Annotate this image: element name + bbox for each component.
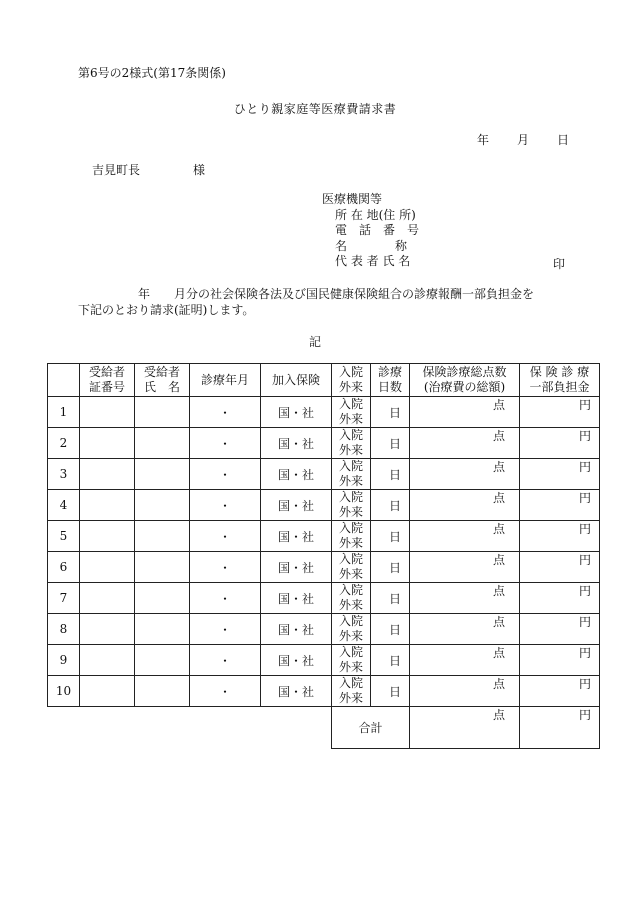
recipient-name-cell[interactable]: [135, 614, 190, 645]
copay-cell[interactable]: 円: [520, 614, 600, 645]
row-number: 1: [48, 397, 80, 428]
days-cell[interactable]: 日: [371, 645, 410, 676]
treatment-month-cell[interactable]: ・: [190, 676, 261, 707]
header-recipient-name: 受給者 氏 名: [135, 364, 190, 397]
recipient-name-cell[interactable]: [135, 583, 190, 614]
recipient-no-cell[interactable]: [80, 490, 135, 521]
row-number: 4: [48, 490, 80, 521]
paragraph-line-1: 年 月分の社会保険各法及び国民健康保険組合の診療報酬一部負担金を: [78, 287, 535, 301]
recipient-no-cell[interactable]: [80, 428, 135, 459]
insurance-cell[interactable]: 国・社: [261, 676, 332, 707]
institution-representative-label: 代 表 者 氏 名: [335, 254, 411, 268]
request-paragraph: [78, 286, 578, 318]
row-number: 2: [48, 428, 80, 459]
row-number: 6: [48, 552, 80, 583]
insurance-cell[interactable]: 国・社: [261, 583, 332, 614]
insurance-cell[interactable]: 国・社: [261, 521, 332, 552]
recipient-name-cell[interactable]: [135, 521, 190, 552]
document-title: ひとり親家庭等医療費請求書: [233, 102, 397, 116]
points-cell[interactable]: 点: [410, 397, 520, 428]
insurance-cell[interactable]: 国・社: [261, 614, 332, 645]
points-cell[interactable]: 点: [410, 676, 520, 707]
table-row: [48, 552, 600, 583]
in-out-cell[interactable]: 入院 外来: [332, 521, 371, 552]
recipient-no-cell[interactable]: [80, 583, 135, 614]
in-out-cell[interactable]: 入院 外来: [332, 490, 371, 521]
recipient-no-cell[interactable]: [80, 645, 135, 676]
claim-table: [47, 363, 600, 749]
days-cell[interactable]: 日: [371, 490, 410, 521]
treatment-month-cell[interactable]: ・: [190, 614, 261, 645]
copay-cell[interactable]: 円: [520, 459, 600, 490]
days-cell[interactable]: 日: [371, 552, 410, 583]
insurance-cell[interactable]: 国・社: [261, 490, 332, 521]
addressee: [92, 161, 205, 178]
recipient-name-cell[interactable]: [135, 397, 190, 428]
table-row: [48, 645, 600, 676]
table-row: [48, 676, 600, 707]
in-out-cell[interactable]: 入院 外来: [332, 552, 371, 583]
treatment-month-cell[interactable]: ・: [190, 645, 261, 676]
copay-cell[interactable]: 円: [520, 397, 600, 428]
header-copay: 保 険 診 療 一部負担金: [520, 364, 600, 397]
header-total-points: 保険診療総点数 (治療費の総額): [410, 364, 520, 397]
points-cell[interactable]: 点: [410, 614, 520, 645]
table-row: [48, 521, 600, 552]
in-out-cell[interactable]: 入院 外来: [332, 397, 371, 428]
header-insurance: 加入保険: [261, 364, 332, 397]
points-cell[interactable]: 点: [410, 583, 520, 614]
recipient-no-cell[interactable]: [80, 521, 135, 552]
total-row: [48, 707, 600, 749]
header-treatment-month: 診療年月: [190, 364, 261, 397]
table-row: [48, 490, 600, 521]
treatment-month-cell[interactable]: ・: [190, 428, 261, 459]
table-row: [48, 614, 600, 645]
copay-cell[interactable]: 円: [520, 645, 600, 676]
copay-cell[interactable]: 円: [520, 552, 600, 583]
recipient-name-cell[interactable]: [135, 676, 190, 707]
header-in-out: 入院 外来: [332, 364, 371, 397]
seal-mark: 印: [553, 257, 566, 271]
form-number: 第6号の2様式(第17条関係): [78, 66, 226, 80]
institution-address-label: 所 在 地(住 所): [335, 207, 416, 222]
date-month: 月: [517, 133, 530, 147]
points-cell[interactable]: 点: [410, 521, 520, 552]
recipient-name-cell[interactable]: [135, 645, 190, 676]
table-row: [48, 583, 600, 614]
insurance-cell[interactable]: 国・社: [261, 552, 332, 583]
copay-cell[interactable]: 円: [520, 490, 600, 521]
copay-cell[interactable]: 円: [520, 428, 600, 459]
institution-name-label: 名 称: [335, 238, 408, 253]
days-cell[interactable]: 日: [371, 397, 410, 428]
institution-phone-label: 電 話 番 号: [335, 223, 420, 237]
table-row: [48, 428, 600, 459]
recipient-name-cell[interactable]: [135, 552, 190, 583]
insurance-cell[interactable]: 国・社: [261, 397, 332, 428]
row-number: 7: [48, 583, 80, 614]
days-cell[interactable]: 日: [371, 521, 410, 552]
recipient-no-cell[interactable]: [80, 614, 135, 645]
in-out-cell[interactable]: 入院 外来: [332, 459, 371, 490]
copay-cell[interactable]: 円: [520, 521, 600, 552]
institution-heading: 医療機関等: [322, 192, 383, 206]
points-cell[interactable]: 点: [410, 645, 520, 676]
paragraph-line-2: 下記のとおり請求(証明)します。: [78, 303, 255, 317]
points-cell[interactable]: 点: [410, 490, 520, 521]
total-points-cell[interactable]: 点: [410, 707, 520, 749]
treatment-month-cell[interactable]: ・: [190, 397, 261, 428]
addressee-honorific: 様: [193, 163, 206, 177]
days-cell[interactable]: 日: [371, 676, 410, 707]
insurance-cell[interactable]: 国・社: [261, 459, 332, 490]
row-number: 10: [48, 676, 80, 707]
header-row: [48, 364, 600, 397]
date-day: 日: [557, 133, 570, 147]
points-cell[interactable]: 点: [410, 428, 520, 459]
days-cell[interactable]: 日: [371, 428, 410, 459]
in-out-cell[interactable]: 入院 外来: [332, 676, 371, 707]
treatment-month-cell[interactable]: ・: [190, 459, 261, 490]
days-cell[interactable]: 日: [371, 583, 410, 614]
recipient-name-cell[interactable]: [135, 428, 190, 459]
recipient-no-cell[interactable]: [80, 397, 135, 428]
row-number: 8: [48, 614, 80, 645]
total-copay-cell[interactable]: 円: [520, 707, 600, 749]
treatment-month-cell[interactable]: ・: [190, 552, 261, 583]
table-row: [48, 459, 600, 490]
header-days: 診療 日数: [371, 364, 410, 397]
in-out-cell[interactable]: 入院 外来: [332, 614, 371, 645]
recipient-no-cell[interactable]: [80, 552, 135, 583]
institution-block: [322, 192, 419, 270]
row-number: 9: [48, 645, 80, 676]
recipient-no-cell[interactable]: [80, 676, 135, 707]
treatment-month-cell[interactable]: ・: [190, 490, 261, 521]
days-cell[interactable]: 日: [371, 614, 410, 645]
in-out-cell[interactable]: 入院 外来: [332, 583, 371, 614]
treatment-month-cell[interactable]: ・: [190, 521, 261, 552]
table-row: [48, 397, 600, 428]
copay-cell[interactable]: 円: [520, 583, 600, 614]
date-line: [477, 131, 569, 148]
recipient-name-cell[interactable]: [135, 490, 190, 521]
points-cell[interactable]: 点: [410, 552, 520, 583]
row-number: 3: [48, 459, 80, 490]
total-label: 合計: [332, 707, 410, 749]
header-recipient-no: 受給者 証番号: [80, 364, 135, 397]
recipient-name-cell[interactable]: [135, 459, 190, 490]
in-out-cell[interactable]: 入院 外来: [332, 645, 371, 676]
days-cell[interactable]: 日: [371, 459, 410, 490]
header-no: [48, 364, 80, 397]
recipient-no-cell[interactable]: [80, 459, 135, 490]
in-out-cell[interactable]: 入院 外来: [332, 428, 371, 459]
date-year: 年: [477, 133, 490, 147]
row-number: 5: [48, 521, 80, 552]
treatment-month-cell[interactable]: ・: [190, 583, 261, 614]
copay-cell[interactable]: 円: [520, 676, 600, 707]
addressee-office: 吉見町長: [92, 163, 141, 177]
ki-heading: 記: [308, 335, 321, 349]
points-cell[interactable]: 点: [410, 459, 520, 490]
insurance-cell[interactable]: 国・社: [261, 428, 332, 459]
insurance-cell[interactable]: 国・社: [261, 645, 332, 676]
